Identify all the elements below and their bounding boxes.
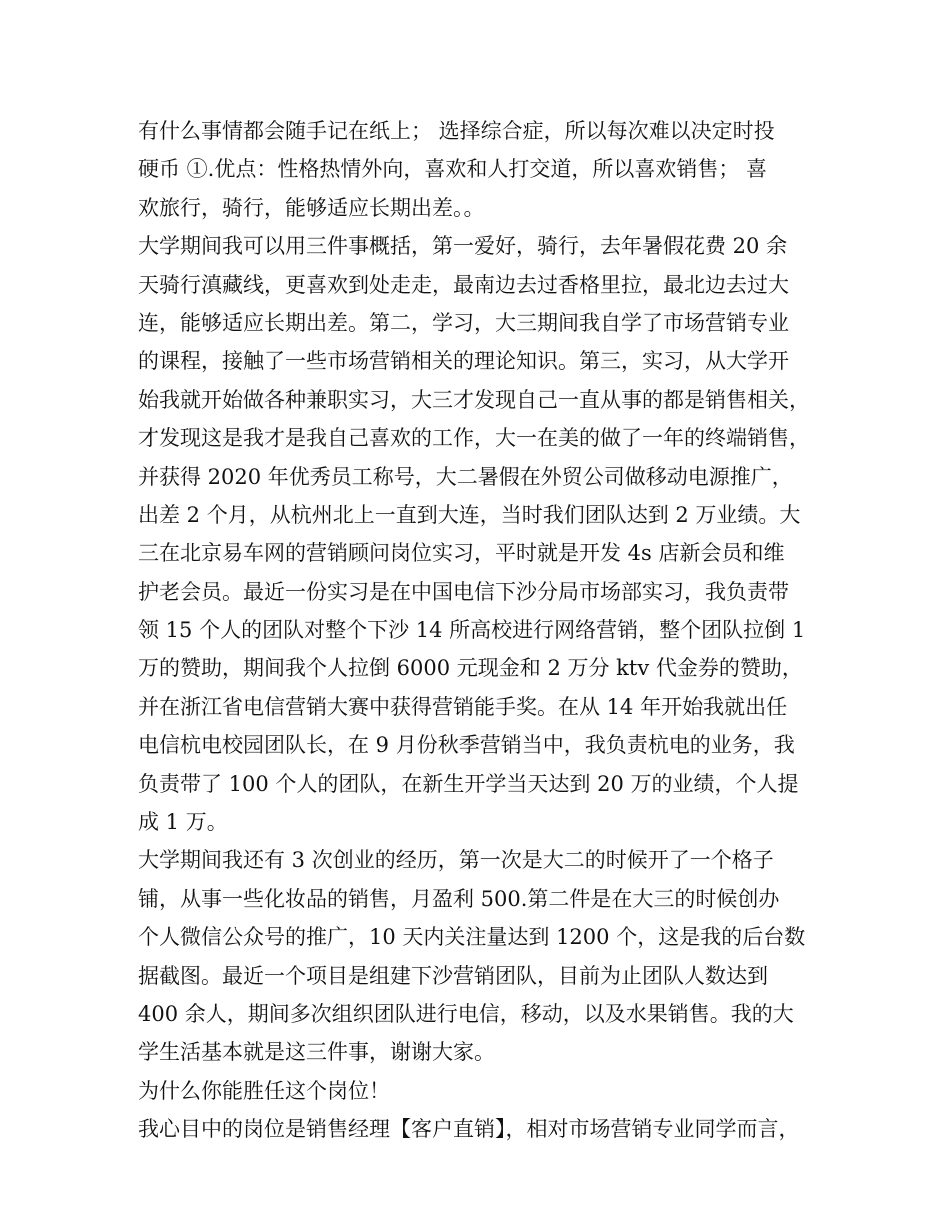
text-line: 并获得 2020 年优秀员工称号，大二暑假在外贸公司做移动电源推广， bbox=[138, 464, 793, 489]
text-line: 出差 2 个月，从杭州北上一直到大连，当时我们团队达到 2 万业绩。大 bbox=[138, 502, 801, 527]
text-line: 铺，从事一些化妆品的销售，月盈利 500.第二件是在大三的时候创办 bbox=[138, 886, 780, 911]
text-line: 三在北京易车网的营销顾问岗位实习，平时就是开发 4s 店新会员和维 bbox=[138, 541, 785, 566]
text-line: 有什么事情都会随手记在纸上； 选择综合症，所以每次难以决定时投 bbox=[138, 119, 775, 143]
text-line: 大学期间我可以用三件事概括，第一爱好，骑行，去年暑假花费 20 余 bbox=[138, 234, 788, 259]
text-line: 的课程，接触了一些市场营销相关的理论知识。第三，实习，从大学开 bbox=[138, 349, 789, 374]
text-line: 硬币 ①.优点：性格热情外向，喜欢和人打交道，所以喜欢销售； 喜 bbox=[138, 157, 768, 182]
text-line: 欢旅行，骑行，能够适应长期出差。。 bbox=[138, 195, 485, 220]
text-line: 个人微信公众号的推广，10 天内关注量达到 1200 个，这是我的后台数 bbox=[138, 925, 806, 950]
text-line: 万的赞助，期间我个人拉倒 6000 元现金和 2 万分 ktv 代金券的赞助， bbox=[138, 656, 803, 681]
text-line: 才发现这是我才是我自己喜欢的工作，大一在美的做了一年的终端销售， bbox=[138, 426, 810, 451]
text-line: 负责带了 100 个人的团队，在新生开学当天达到 20 万的业绩，个人提 bbox=[138, 771, 799, 796]
text-line: 天骑行滇藏线，更喜欢到处走走，最南边去过香格里拉，最北边去过大 bbox=[138, 272, 789, 297]
text-line: 连，能够适应长期出差。第二，学习，大三期间我自学了市场营销专业 bbox=[138, 310, 789, 335]
text-line: 据截图。最近一个项目是组建下沙营销团队，目前为止团队人数达到 bbox=[138, 963, 768, 988]
text-line: 400 余人，期间多次组织团队进行电信，移动，以及水果销售。我的大 bbox=[138, 1001, 794, 1026]
text-line: 成 1 万。 bbox=[138, 810, 228, 835]
document-body bbox=[138, 112, 828, 1149]
text-line: 学生活基本就是这三件事，谢谢大家。 bbox=[138, 1040, 495, 1065]
text-line: 并在浙江省电信营销大赛中获得营销能手奖。在从 14 年开始我就出任 bbox=[138, 694, 788, 719]
text-line: 为什么你能胜任这个岗位！ bbox=[138, 1078, 390, 1103]
text-line: 大学期间我还有 3 次创业的经历，第一次是大二的时候开了一个格子 bbox=[138, 848, 774, 873]
text-line: 护老会员。最近一份实习是在中国电信下沙分局市场部实习，我负责带 bbox=[138, 579, 789, 604]
text-line: 领 15 个人的团队对整个下沙 14 所高校进行网络营销，整个团队拉倒 1 bbox=[138, 618, 806, 643]
text-line: 始我就开始做各种兼职实习，大三才发现自己一直从事的都是销售相关， bbox=[138, 387, 810, 412]
text-line: 电信杭电校园团队长，在 9 月份秋季营销当中，我负责杭电的业务，我 bbox=[138, 733, 795, 758]
text-line: 我心目中的岗位是销售经理【客户直销】，相对市场营销专业同学而言， bbox=[138, 1117, 800, 1142]
